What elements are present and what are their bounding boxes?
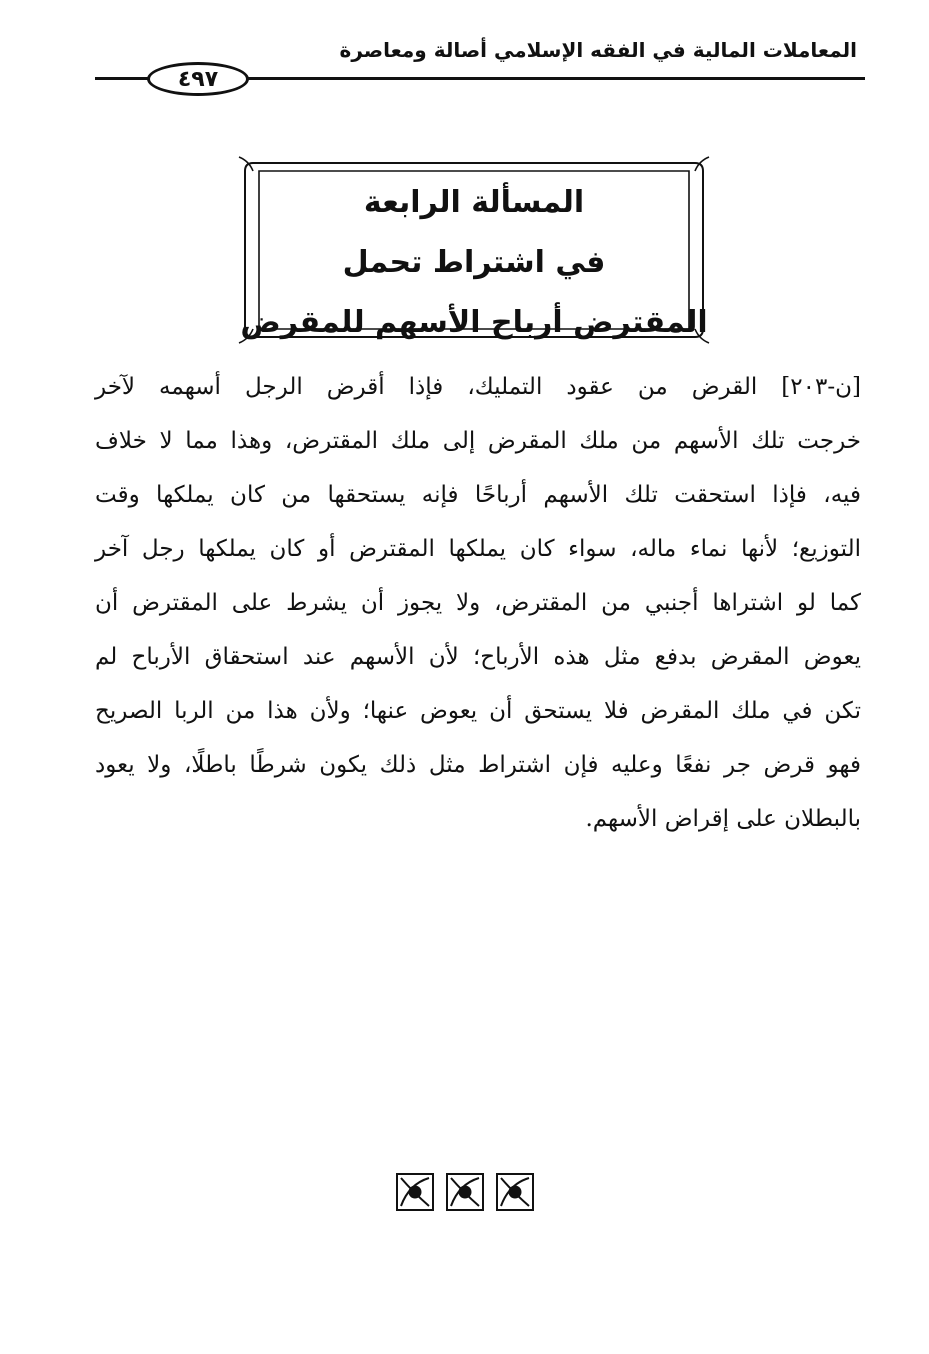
body-line: [ن-٢٠٣] القرض من عقود التمليك، فإذا أقرض الرجل أسهمه لآخر xyxy=(95,374,861,400)
body-line: خرجت تلك الأسهم من ملك المقرض إلى ملك المقترض، وهذا مما لا خلاف xyxy=(95,428,861,454)
section-title-line-1: المسألة الرابعة xyxy=(363,185,585,220)
section-title-line-2: في اشتراط تحمل xyxy=(342,245,606,280)
page-header xyxy=(95,28,865,98)
body-line: كما لو اشتراها أجنبي من المقترض، ولا يجوز أن يشرط على المقترض أن xyxy=(95,590,861,616)
body-line: يعوض المقرض بدفع مثل هذه الأرباح؛ لأن الأسهم عند استحقاق الأرباح لم xyxy=(95,644,861,670)
page-number: ٤٩٧ xyxy=(147,62,249,96)
section-title xyxy=(237,173,711,353)
floral-ornament-icon xyxy=(395,1172,535,1212)
section-title-frame xyxy=(237,155,711,345)
body-line: فيه، فإذا استحقت تلك الأسهم أرباحًا فإنه يستحقها من كان يملكها وقت xyxy=(95,482,861,508)
running-title: المعاملات المالية في الفقه الإسلامي أصالة ومعاصرة xyxy=(339,38,857,62)
body-line: بالبطلان على إقراض الأسهم. xyxy=(585,806,861,832)
body-line: تكن في ملك المقرض فلا يستحق أن يعوض عنها؛ ولأن هذا من الربا الصريح xyxy=(95,698,861,724)
body-line: التوزيع؛ لأنها نماء ماله، سواء كان يملكها المقترض أو كان يملكها رجل آخر xyxy=(95,536,861,562)
section-title-line-3: المقترض أرباح الأسهم للمقرض xyxy=(240,305,708,340)
body-line: فهو قرض جر نفعًا وعليه فإن اشتراط مثل ذلك يكون شرطًا باطلًا، ولا يعود xyxy=(95,752,861,778)
body-paragraph xyxy=(95,360,861,846)
